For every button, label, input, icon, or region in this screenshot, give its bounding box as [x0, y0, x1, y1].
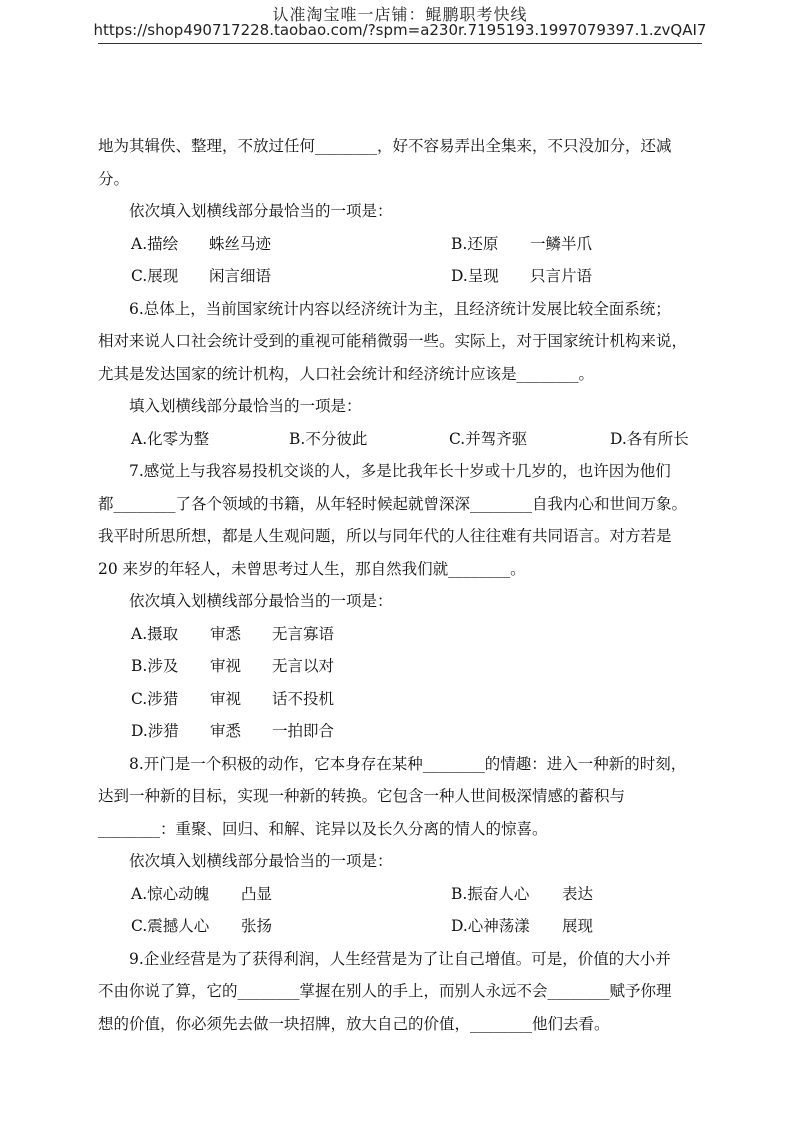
q5-option-d: D.呈现 — [451, 267, 499, 285]
q8-option-a-word: 凸显 — [241, 884, 273, 903]
q5-line-1: 地为其辑佚、整理，不放过任何________，好不容易弄出全集来，不只没加分，还减 — [98, 137, 672, 155]
q6-option-b: B.不分彼此 — [289, 429, 368, 448]
q5-option-c-word: 闲言细语 — [209, 267, 272, 285]
q6-prompt: 填入划横线部分最恰当的一项是： — [129, 397, 362, 415]
q7-option-b-word-2: 审视 — [210, 657, 242, 675]
q6-line-2: 相对来说人口社会统计受到的重视可能稍微弱一些。实际上，对于国家统计机构来说， — [98, 332, 688, 350]
q7-option-b-word-3: 无言以对 — [272, 657, 335, 675]
q8-option-d: D.心神荡漾 — [451, 917, 530, 935]
q8-option-a: A.惊心动魄 — [131, 884, 210, 903]
q7-option-c-word-2: 审视 — [210, 689, 242, 708]
q6-line-3: 尤其是发达国家的统计机构，人口社会统计和经济统计应该是________。 — [98, 364, 595, 383]
q7-option-d-word-2: 审悉 — [210, 722, 242, 740]
q5-option-c: C.展现 — [131, 267, 179, 285]
q7-option-c-row — [98, 683, 698, 716]
q7-line-1: 7.感觉上与我容易投机交谈的人，多是比我年长十岁或十几岁的，也许因为他们 — [129, 462, 671, 480]
q7-option-a: A.摄取 — [131, 624, 179, 643]
q6-option-d: D.各有所长 — [610, 429, 689, 448]
q8-option-d-word: 展现 — [562, 917, 594, 935]
q8-options-row-1 — [98, 878, 698, 911]
q5-line-2: 分。 — [98, 169, 130, 188]
q6-option-c: C.并驾齐驱 — [449, 429, 528, 448]
q5-options-row-2 — [98, 260, 698, 293]
q7-option-a-row — [98, 618, 698, 651]
q8-line-1: 8.开门是一个积极的动作，它本身存在某种________的情趣：进入一种新的时刻， — [129, 754, 687, 773]
q7-prompt: 依次填入划横线部分最恰当的一项是： — [129, 592, 393, 610]
q8-option-c: C.震撼人心 — [131, 917, 210, 935]
q6-line-1: 6.总体上，当前国家统计内容以经济统计为主，且经济统计发展比较全面系统； — [129, 299, 671, 318]
q7-option-d: D.涉猎 — [131, 722, 179, 740]
q9-line-3: 想的价值，你必须先去做一块招牌，放大自己的价值，________他们去看。 — [98, 1014, 610, 1033]
q5-option-d-word: 只言片语 — [530, 267, 593, 285]
q5-option-b: B.还原 — [451, 234, 499, 253]
q9-line-1: 9.企业经营是为了获得利润，人生经营是为了让自己增值。可是，价值的大小并 — [129, 949, 671, 968]
q5-option-a: A.描绘 — [131, 234, 179, 253]
q7-line-3: 我平时所思所想，都是人生观问题，所以与同年代的人往往难有共同语言。对方若是 — [98, 527, 672, 545]
q8-option-b-word: 表达 — [562, 884, 594, 903]
q5-option-a-word: 蛛丝马迹 — [209, 234, 272, 253]
q8-line-2: 达到一种新的目标，实现一种新的转换。它包含一种人世间极深情感的蓄积与 — [98, 787, 626, 805]
q7-option-a-word-2: 审悉 — [210, 624, 242, 643]
q8-option-c-word: 张扬 — [241, 917, 273, 935]
q7-line-4: 20 来岁的年轻人，未曾思考过人生，那自然我们就________。 — [98, 559, 526, 578]
q8-options-row-2 — [98, 910, 698, 943]
q5-prompt: 依次填入划横线部分最恰当的一项是： — [129, 202, 393, 220]
q7-option-b-row — [98, 650, 698, 683]
q9-line-2: 不由你说了算，它的________掌握在别人的手上，而别人永远不会________赋予你理 — [98, 982, 672, 1000]
q7-option-b: B.涉及 — [131, 657, 179, 675]
q5-option-b-word: 一鳞半爪 — [530, 234, 593, 253]
q7-option-d-word-3: 一拍即合 — [272, 722, 335, 740]
header-divider — [98, 43, 702, 44]
q8-line-3: ________：重聚、回归、和解、诧异以及长久分离的情人的惊喜。 — [98, 819, 548, 838]
q5-options-row-1 — [98, 228, 698, 261]
q7-option-c: C.涉猎 — [131, 689, 179, 708]
q7-option-d-row — [98, 715, 698, 748]
q7-option-a-word-3: 无言寡语 — [272, 624, 335, 643]
header-title: 认准淘宝唯一店铺：鲲鹏职考快线 — [272, 5, 528, 24]
q7-line-2: 都________了各个领域的书籍，从年轻时候起就曾深深________自我内心和世间万象。 — [98, 494, 688, 513]
header-url: https://shop490717228.taobao.com/?spm=a230r.7195193.1997079397.1.zvQAI7 — [93, 21, 707, 39]
q8-prompt: 依次填入划横线部分最恰当的一项是： — [129, 852, 393, 870]
q8-option-b: B.振奋人心 — [451, 884, 530, 903]
q7-option-c-word-3: 话不投机 — [272, 689, 335, 708]
q6-option-a: A.化零为整 — [131, 429, 210, 448]
q6-options-row — [98, 423, 698, 456]
document-body — [98, 130, 698, 1040]
